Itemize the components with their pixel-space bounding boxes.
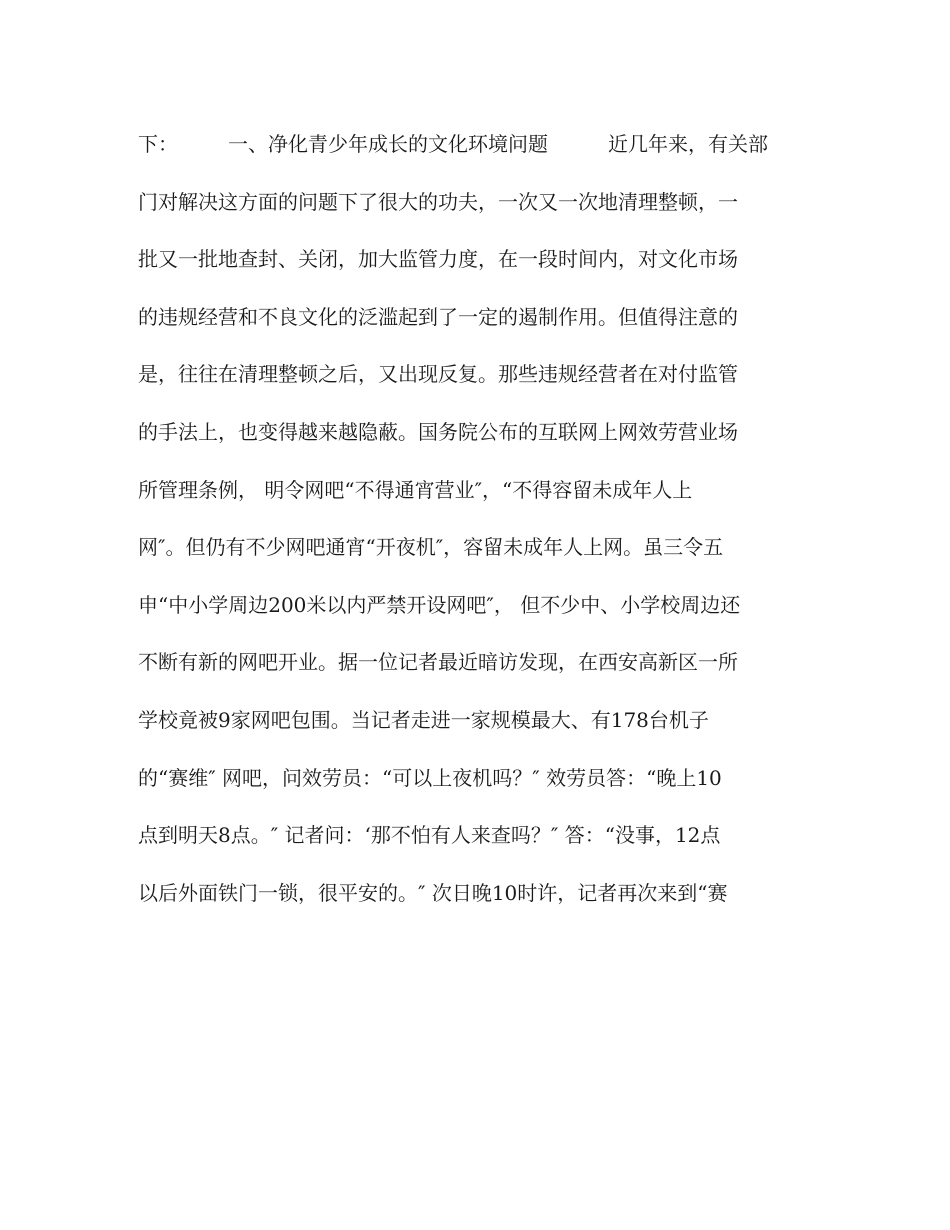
text-line: 下： 一、净化青少年成长的文化环境问题 近几年来，有关部 xyxy=(138,132,768,156)
text-line: 是，往往在清理整顿之后，又出现反复。那些违规经营者在对付监管 xyxy=(138,362,738,387)
text-line: 不断有新的网吧开业。据一位记者最近暗访发现，在西安高新区一所 xyxy=(138,650,738,675)
text-line: 的“赛维″ 网吧，问效劳员：“可以上夜机吗？″ 效劳员答：“晚上10 xyxy=(138,765,722,790)
text-line: 学校竟被9家网吧包围。当记者走进一家规模最大、有178台机子 xyxy=(138,707,709,732)
text-line: 以后外面铁门一锁，很平安的。″ 次日晚10时许，记者再次来到“赛 xyxy=(138,880,728,905)
text-line: 门对解决这方面的问题下了很大的功夫，一次又一次地清理整顿，一 xyxy=(138,189,738,214)
text-line: 申“中小学周边200米以内严禁开设网吧″， 但不少中、小学校周边还 xyxy=(138,592,741,617)
text-line: 所管理条例， 明令网吧“不得通宵营业″，“不得容留未成年人上 xyxy=(138,477,693,502)
text-line: 点到明天8点。″ 记者问：‘那不怕有人来查吗？″ 答：“没事，12点 xyxy=(138,823,721,848)
text-line: 网″。但仍有不少网吧通宵“开夜机″，容留未成年人上网。虽三令五 xyxy=(138,535,724,560)
text-line: 的违规经营和不良文化的泛滥起到了一定的遏制作用。但值得注意的 xyxy=(138,304,738,329)
text-line: 批又一批地查封、关闭，加大监管力度，在一段时间内，对文化市场 xyxy=(138,247,738,272)
body-text xyxy=(138,122,818,928)
text-line: 的手法上，也变得越来越隐蔽。国务院公布的互联网上网效劳营业场 xyxy=(138,419,738,444)
